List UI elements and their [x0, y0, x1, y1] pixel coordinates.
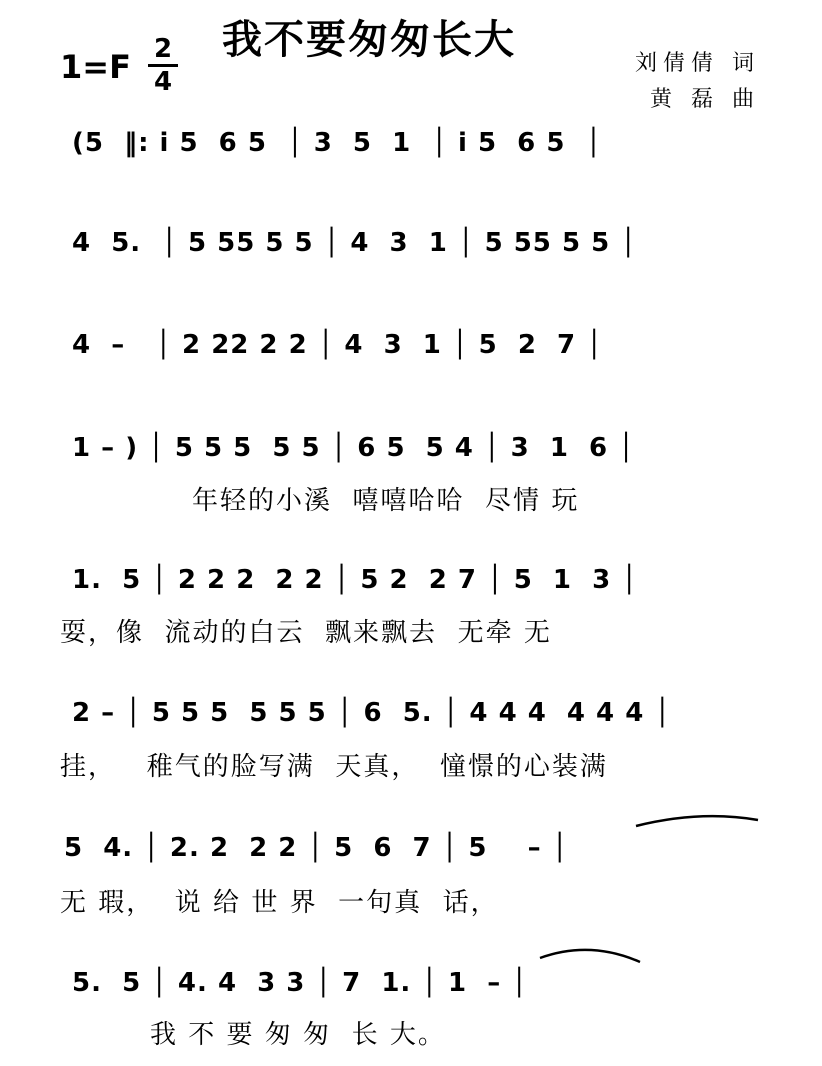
score-row-8: 5. 5 │ 4. 4 3 3 │ 7 1. │ 1 – │ — [72, 968, 528, 998]
lyricist-credit: 刘倩倩 词 — [635, 51, 760, 76]
tie-slur-2 — [540, 950, 640, 962]
tie-slur-1 — [636, 816, 758, 826]
score-row-2: 4 5. │ 5 55 5 5 │ 4 3 1 │ 5 55 5 5 │ — [72, 228, 637, 258]
lyric-line-8: 我 不 要 匆 匆 长 大。 — [150, 1020, 446, 1050]
score-row-5: 1. 5 │ 2 2 2 2 2 │ 5 2 2 7 │ 5 1 3 │ — [72, 565, 638, 595]
score-row-1: (5 ‖: i 5 6 5 │ 3 5 1 │ i 5 6 5 │ — [72, 128, 603, 158]
time-signature-top: 2 — [153, 34, 173, 64]
key-signature: 1=F — [60, 48, 131, 86]
score-row-4: 1 – ) │ 5 5 5 5 5 │ 6 5 5 4 │ 3 1 6 │ — [72, 433, 635, 463]
score-row-3: 4 – │ 2 22 2 2 │ 4 3 1 │ 5 2 7 │ — [72, 330, 603, 360]
lyric-line-4: 年轻的小溪 嘻嘻哈哈 尽情 玩 — [192, 486, 580, 516]
lyric-line-7: 无 瑕， 说 给 世 界 一句真 话， — [60, 888, 499, 918]
song-title: 我不要匆匆长大 — [222, 17, 516, 63]
time-signature-bottom: 4 — [153, 67, 173, 97]
lyric-line-6: 挂， 稚气的脸写满 天真， 憧憬的心装满 — [60, 752, 608, 782]
score-row-7: 5 4. │ 2. 2 2 2 │ 5 6 7 │ 5 – │ — [64, 833, 569, 863]
composer-credit: 黄 磊 曲 — [650, 87, 760, 112]
score-row-6: 2 – │ 5 5 5 5 5 5 │ 6 5. │ 4 4 4 4 4 4 │ — [72, 698, 671, 728]
lyric-line-5: 耍，像 流动的白云 飘来飘去 无牵 无 — [60, 618, 552, 648]
